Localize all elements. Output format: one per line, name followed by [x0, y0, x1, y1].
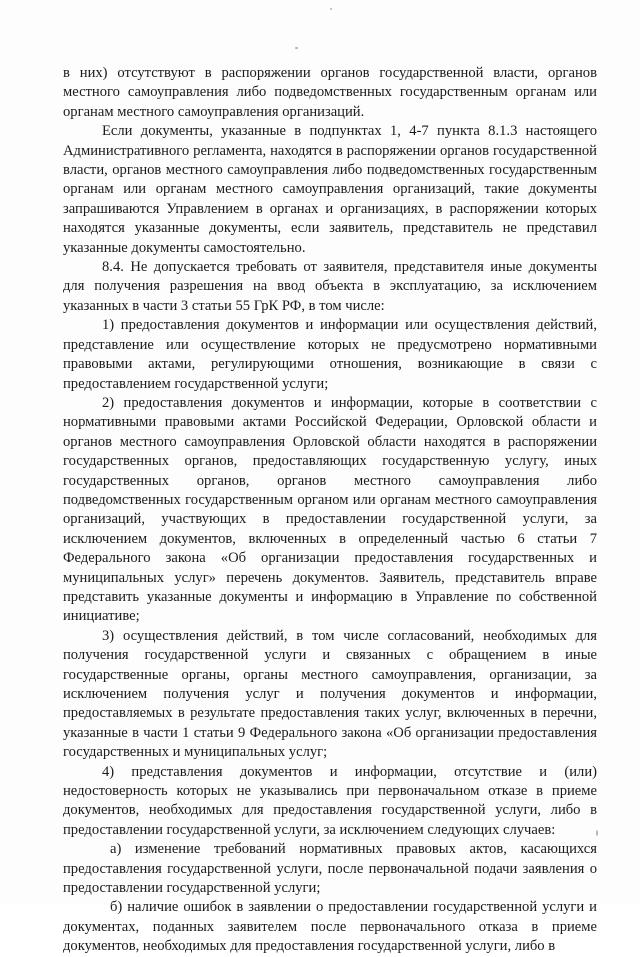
paragraph-continuation: в них) отсутствуют в распоряжении органов государственной власти, органов местного самоуправления либо подведомственных государственным органам или органам местного самоуправления организаций. [63, 65, 597, 120]
list-item-2: 2) предоставления документов и информации, которые в соответствии с нормативными правовыми актами Российской Федерации, Орловской области и органов местного самоуправления Орловской области находятся в распоряжении государственных органов, предоставляющих государственную услугу, иных государственных органов, органов местного самоуправления либо подведомственных государственным органом или органам местного самоуправления организаций, участвующих в предоставлении государственной услуги, за исключением документов, включенных в определенный частью 6 статьи 7 Федерального закона «Об организации предоставления государственных и муниципальных услуг» перечень документов. Заявитель, представитель вправе представить указанные документы и информацию в Управление по собственной инициативе; [63, 394, 597, 625]
sub-item-b: б) наличие ошибок в заявлении о предоставлении государственной услуги и документах, поданных заявителем после первоначального отказа в приеме документов, необходимых для предоставления государственной услуги, либо в [63, 899, 597, 955]
list-item-4: 4) представления документов и информации, отсутствие и (или) недостоверность которых не указывались при первоначальном отказе в приеме документов, необходимых для предоставления государственной услуги, либо в предоставлении государственной услуги, за исключением следующих случаев: [63, 763, 597, 838]
sub-item-a: а) изменение требований нормативных правовых актов, касающихся предоставления государственной услуги, после первоначальной подачи заявления о предоставлении государственной услуги; [63, 841, 597, 897]
list-item-3: 3) осуществления действий, в том числе согласований, необходимых для получения государственной услуги и связанных с обращением в иные государственные органы, органы местного самоуправления, организации, за исключением получения услуг и получения документов и информации, предоставляемых в результате предоставления таких услуг, включенных в перечни, указанные в части 1 статьи 9 Федерального закона «Об организации предоставления государственных и муниципальных услуг; [63, 627, 597, 761]
paragraph-documents-request: Если документы, указанные в подпунктах 1, 4-7 пункта 8.1.3 настоящего Административного регламента, находятся в распоряжении органов государственной власти, органов местного самоуправления либо подведомственных государственным органам или органам местного самоуправления организаций, такие документы запрашиваются Управлением в органах и организациях, в распоряжении которых находятся указанные документы, если заявитель, представитель не представил указанные документы самостоятельно. [63, 123, 597, 256]
list-item-1: 1) предоставления документов и информации или осуществления действий, представление или осуществление которых не предусмотрено нормативными правовыми актами, регулирующими отношения, возникающие в связи с предоставлением государственной услуги; [63, 317, 597, 392]
scan-speck [330, 8, 332, 10]
paragraph-8-4: 8.4. Не допускается требовать от заявителя, представителя иные документы для получения разрешения на ввод объекта в эксплуатацию, за исключением указанных в части 3 статьи 55 ГрК РФ, в том числе: [63, 259, 597, 314]
document-body [63, 64, 597, 957]
scan-speck [295, 47, 298, 49]
